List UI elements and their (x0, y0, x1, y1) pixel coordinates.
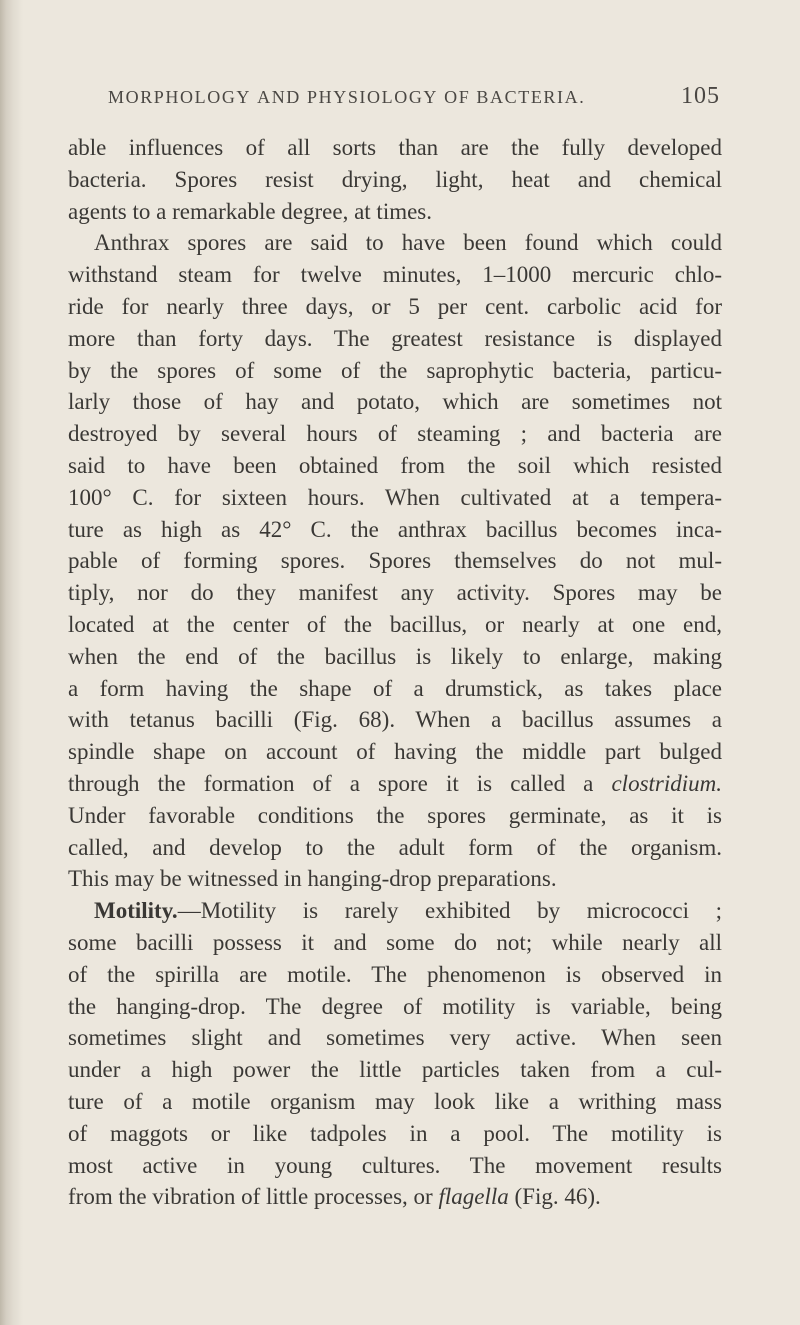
text-line: of the spirilla are motile. The phenomenon is observed in (68, 961, 722, 987)
text-line: of maggots or like tadpoles in a pool. The motility is (68, 1120, 722, 1146)
text-line: with tetanus bacilli (Fig. 68). When a bacillus assumes a (68, 707, 722, 733)
text-line: tiply, nor do they manifest any activity. Spores may be (68, 580, 722, 606)
flagella-line-before: from the vibration of little processes, or (68, 1184, 439, 1210)
text-line: ride for nearly three days, or 5 per cent. carbolic acid for (68, 293, 722, 319)
text-line: sometimes slight and sometimes very active. When seen (68, 1025, 722, 1051)
motility-heading: Motility. (94, 898, 178, 924)
running-title: morphology and physiology of bacteria. (108, 80, 586, 109)
body-text (68, 132, 722, 1213)
text-line: pable of forming spores. Spores themselves do not mul- (68, 548, 722, 574)
text-line: when the end of the bacillus is likely to enlarge, making (68, 643, 722, 669)
text-line: under a high power the little particles taken from a cul- (68, 1057, 722, 1083)
text-line: ture as high as 42° C. the anthrax bacillus becomes inca- (68, 516, 722, 542)
page-gutter-shadow (0, 0, 22, 1325)
text-line: by the spores of some of the saprophytic bacteria, particu- (68, 357, 722, 383)
text-line: 100° C. for sixteen hours. When cultivated at a tempera- (68, 484, 722, 510)
flagella-line-after: (Fig. 46). (508, 1184, 601, 1210)
clostridium-term: clostridium. (611, 770, 722, 796)
clostridium-line-before: through the formation of a spore it is called a (68, 770, 612, 796)
text-line: ture of a motile organism may look like a writhing mass (68, 1088, 722, 1114)
text-line: located at the center of the bacillus, or nearly at one end, (68, 611, 722, 637)
text-line: This may be witnessed in hanging-drop preparations. (68, 866, 557, 892)
text-line: a form having the shape of a drumstick, as takes place (68, 675, 722, 701)
paragraph-start-line (68, 895, 722, 927)
text-line: most active in young cultures. The movement results (68, 1152, 722, 1178)
text-line: withstand steam for twelve minutes, 1–1000 mercuric chlo- (68, 262, 722, 288)
page-number: 105 (681, 83, 720, 109)
text-line: more than forty days. The greatest resistance is displayed (68, 325, 722, 351)
text-line: destroyed by several hours of steaming ; and bacteria are (68, 421, 722, 447)
text-line: spindle shape on account of having the middle part bulged (68, 739, 722, 765)
text-line: Under favorable conditions the spores germinate, as it is (68, 802, 722, 828)
text-line: the hanging-drop. The degree of motility is variable, being (68, 993, 722, 1019)
text-line: bacteria. Spores resist drying, light, heat and chemical (68, 166, 722, 192)
text-line (68, 1181, 722, 1213)
running-header (108, 80, 720, 110)
paragraph-start-line: Anthrax spores are said to have been found which could (94, 230, 722, 256)
text-line: able influences of all sorts than are the fully developed (68, 135, 722, 160)
text-line (68, 768, 722, 800)
flagella-term: flagella (438, 1184, 509, 1210)
text-line: agents to a remarkable degree, at times. (68, 198, 433, 224)
text-line: called, and develop to the adult form of the organism. (68, 834, 722, 860)
motility-line-rest: —Motility is rarely exhibited by micrococci ; (177, 898, 722, 924)
text-line: larly those of hay and potato, which are sometimes not (68, 389, 722, 415)
text-line: said to have been obtained from the soil which resisted (68, 452, 722, 478)
text-line: some bacilli possess it and some do not; while nearly all (68, 929, 722, 955)
